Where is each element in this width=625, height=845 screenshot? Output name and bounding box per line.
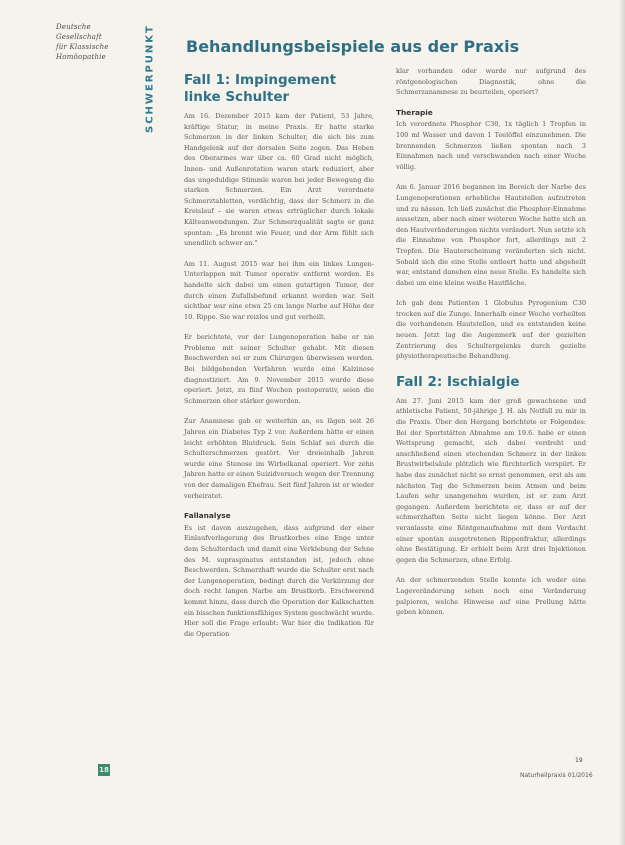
footer-publication: Naturheilpraxis 01/2016	[520, 772, 593, 779]
fall1-paragraph: Am 16. Dezember 2015 kam der Patient, 53 Jahre, kräftige Statur, in meine Praxis. Er hatte starke Schmerzen in der linken Schulter, die sich bis zum Handgelenk auf der dorsalen Seite zogen. Das Heben des Oberarmes war über ca. 60 Grad nicht möglich, Innen- und Außenrotation waren stark reduziert, aber das ungeduldige Stimmle waren bei jeder Bewegung die starken Schmerzen. Ein Arzt verordnete Schmerztabletten, verdächtig, dass der Schmerz in die Kreislauf – sie waren etwas erträglicher durch lokale Kälteanwendungen. Zur Schmerzqualität sagte er ganz spontan: „Es brennt wie Feuer, und der Arm fühlt sich unendlich schwer an."	[184, 112, 374, 248]
logo-line: Gesellschaft	[56, 33, 102, 41]
logo-line: Homöopathie	[56, 53, 106, 61]
fall2-paragraph: Am 27. Juni 2015 kam der groß gewachsene und athletische Patient, 50-jährige J. H. als Notfall zu mir in die Praxis. Über den Hergang berichtete er Folgendes: Bei der Sportstätten Abnahme am 19.6. habe er einen Wettsprung gemacht, sich dabei verdreht und anschließend einen stechenden Schmerz in der linken Brustwirbelsäule plötzlich wie fürchterlich verspürt. Er habe das zunächst nicht so ernst genommen, erst als am nächsten Tag die Schmerzen beim Atmen und beim Laufen sehr unangenehm wurden, ist er zum Arzt gegangen. Außerdem berichtete er, dass er auf der schmerzhaften Seite nicht liegen könne. Der Arzt veranlasste eine Röntgenaufnahme mit dem Verdacht einer spontan ausgetretenen Rippenfraktur, allerdings ohne Bestätigung. Er erhielt beim Arzt drei Injektionen gegen die Schmerzen, ohne Erfolg.	[396, 396, 586, 564]
fall1-paragraph: Er berichtete, vor der Lungenoperation habe er nie Probleme mit seiner Schulter gehabt. Mit diesen Beschwerden sei er zum Chirurgen überwiesen worden. Bei bildgebenden Verfahren wurde eine Kalzinose diagnostiziert. Am 9. November 2015 wurde diese operiert. Jetzt, zu fünf Wochen postoperativ, seien die Schmerzen eher stärker geworden.	[184, 333, 374, 405]
column-right	[396, 66, 586, 628]
continuation-text: klar vorhanden oder wurde nur aufgrund des röntgenologischen Diagnostik, ohne die Schmerzanamnese zu beurteilen, operiert?	[396, 67, 586, 97]
fallanalyse-text: Es ist davon auszugehen, dass aufgrund der einer Einlaufverlagerung des Brustkorbes eine Enge unter dem Schulterdach und damit eine Verklebung der Sehne des M. supraspinatus entstanden ist, jedoch ohne Beschwerden. Schmerzhaft wurde die Schulter erst nach der Lungenoperation, bedingt durch die Verkürzung der doch recht langen Narbe am Brustkorb. Erschwerend kommt hinzu, dass durch die Operation der Kalkschatten ein bisschen funktionsfähiges System geschwächt wurde. Hier soll die Frage erlaubt: War hier die Indikation für die Operation	[184, 523, 375, 638]
therapie-text: Ich verordnete Phosphor C30, 1x täglich 1 Tropfen in 100 ml Wasser und davon 1 Teelöffel einzunehmen. Die brennenden Schmerzen ließen spontan nach 3 Einnahmen nach und verschwanden nach einer Woche völlig.	[396, 120, 586, 171]
fall1-heading: Fall 1: Impingement linke Schulter	[184, 72, 337, 105]
therapie-heading: Therapie	[396, 107, 433, 117]
society-logo	[56, 22, 136, 62]
therapie-paragraph: Am 6. Januar 2016 begannen im Bereich der Narbe des Lungenoperationen erhebliche Hautstellen aufzutreten und zu nässen. Ich ließ zunächst die Phosphor-Einnahme aussetzen, aber nach einer weiteren Woche hatte sich an den Hautveränderungen nichts verändert. Nun setzte ich die Einnahme von Phosphor fort, allerdings mit 2 Tropfen. Die Hauterscheinung veränderten sich nicht. Sobald sich die eine Stelle entleert hatte und abgeheilt war, entstand daneben eine neue Stelle. Es handelte sich dabei um eine kleine weiße Hautfläche.	[396, 183, 586, 287]
fall1-paragraph: Zur Anamnese gab er weiterhin an, es lägen seit 26 Jahren ein Diabetes Typ 2 vor. Außerdem hätte er einen leicht erhöhten Blutdruck. Sein Schlaf sei durch die Schulterschmerzen gestört. Vor dreieinhalb Jahren wurde eine Stenose im Wirbelkanal operiert. Vor zehn Jahren hatte er einen Suizidversuch wegen der Trennung von der damaligen Ehefrau. Seit fünf Jahren ist er wieder verheiratet.	[184, 417, 374, 500]
column-left	[184, 72, 374, 649]
therapie-paragraph: Ich gab dem Patienten 1 Globulus Pyrogenium C30 trocken auf die Zunge. Innerhalb einer Woche verheilten die vorhandenen Hautstellen, und es entstanden keine neuen. Jetzt lag die Augenmerk auf der gezielten Zentrierung des Schultergelenks durch gezielte physiotherapeutische Behandlung.	[396, 299, 586, 361]
fallanalyse-heading: Fallanalyse	[184, 511, 231, 521]
page-number-right: 19	[575, 757, 583, 764]
fall2-paragraph: An der schmerzenden Stelle konnte ich weder eine Lageveränderung sehen noch eine Veränderung palpieren, welche Hinweise auf eine Prellung hätte geben können.	[396, 576, 586, 617]
fall2-heading: Fall 2: Ischialgie	[396, 373, 520, 390]
fall1-paragraph: Am 11. August 2015 war bei ihm ein linkes Lungen-Unterlappen mit Tumor operativ entfernt worden. Es handelte sich dabei um einen gutartigen Tumor, der durch einen Zufallsbefund erkannt worden war. Seit sichtbar war eine etwa 25 cm lange Narbe auf Höhe der 10. Rippe. Sie war reizlos und gut verheilt.	[184, 259, 374, 321]
section-label: SCHWERPUNKT	[144, 24, 156, 133]
logo-line: Deutsche	[56, 23, 91, 31]
page-title: Behandlungsbeispiele aus der Praxis	[186, 37, 520, 56]
logo-line: für Klassische	[56, 43, 109, 51]
page-edge-shadow	[619, 0, 625, 845]
page-number-badge: 18	[99, 766, 109, 774]
